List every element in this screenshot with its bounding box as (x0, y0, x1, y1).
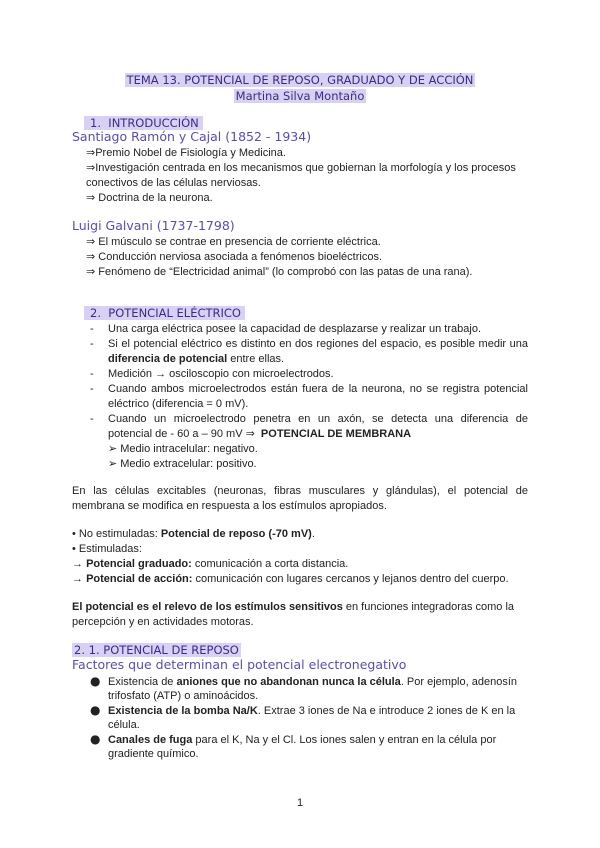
electric-bullet-1: Una carga eléctrica posee la capacidad de desplazarse y realizar un trabajo. (108, 323, 481, 335)
bold-text: Potencial de reposo (-70 mV) (160, 528, 312, 540)
electric-bullet-3: Medición → osciloscopio con microelectrodos. (108, 368, 334, 380)
section-title: 2. 1. POTENCIAL DE REPOSO (74, 643, 239, 657)
electric-bullet-2-line-2 (108, 352, 284, 367)
factor-2-line-2: célula. (108, 719, 140, 731)
text-span: . Extrae 3 iones de Na e introduce 2 iones de K en la (257, 705, 516, 717)
text-span: Existencia de (108, 676, 177, 688)
bullet-dot: ● (90, 674, 101, 688)
paragraph-excitables-line-2: membrana se modifica en respuesta a los estímulos apropiados. (72, 500, 387, 512)
factor-2-line-1 (108, 704, 515, 719)
list-dash: - (90, 413, 94, 425)
electric-bullet-5-line-1: Cuando un microelectrodo penetra en un axón, se detecta una diferencia de (108, 413, 528, 425)
list-dash: - (90, 383, 94, 395)
section-heading-potencial-electrico (84, 305, 245, 321)
text-span: en funciones integradoras como la (342, 601, 515, 613)
bold-text: diferencia de potencial (108, 353, 228, 365)
subheading-cajal: Santiago Ramón y Cajal (1852 - 1934) (72, 129, 312, 144)
electric-bullet-2-line-1: Si el potencial eléctrico es distinto en dos regiones del espacio, es posible medir una (108, 338, 528, 350)
text-span: comunicación a corta distancia. (191, 558, 349, 570)
factor-1-line-2: trifosfato (ATP) o aminoácidos. (108, 690, 259, 702)
cajal-item-2-cont: conectivos de las células nerviosas. (86, 177, 261, 189)
text-span: comunicación con lugares cercanos y lejanos dentro del cuerpo. (192, 573, 509, 585)
cajal-item-3: ⇒ Doctrina de la neurona. (86, 192, 213, 204)
relevo-line-1 (72, 600, 514, 615)
title-line-1: TEMA 13. POTENCIAL DE REPOSO, GRADUADO Y DE ACCIÓN (126, 73, 474, 87)
no-estimuladas-line (72, 527, 315, 542)
bold-text: aniones que no abandonan nunca la célula (176, 676, 401, 688)
bold-text: Canales de fuga (108, 734, 193, 746)
sub-item-intracelular: ➢ Medio intracelular: negativo. (108, 443, 258, 455)
list-dash: - (90, 368, 94, 380)
factor-1-line-1 (108, 675, 517, 690)
factor-3-line-1 (108, 733, 496, 748)
estimuladas-line: • Estimuladas: (72, 543, 142, 555)
cajal-item-2: ⇒Investigación centrada en los mecanismos que gobiernan la morfología y los procesos (86, 162, 516, 174)
subheading-galvani: Luigi Galvani (1737-1798) (72, 218, 235, 233)
bold-text: El potencial es el relevo de los estímulos sensitivos (72, 601, 343, 613)
text-span: • No estimuladas: (72, 528, 161, 540)
bullet-dot: ● (90, 703, 101, 717)
galvani-item-3: ⇒ Fenómeno de “Electricidad animal” (lo comprobó con las patas de una rana). (86, 266, 473, 278)
electric-bullet-4-line-2: eléctrico (diferencia = 0 mV). (108, 398, 249, 410)
electric-bullet-4-line-1: Cuando ambos microelectrodos están fuera de la neurona, no se registra potencial (108, 383, 528, 395)
galvani-item-2: ⇒ Conducción nerviosa asociada a fenómenos bioeléctricos. (86, 251, 382, 263)
list-dash: - (90, 323, 94, 335)
sub-item-extracelular: ➢ Medio extracelular: positivo. (108, 458, 257, 470)
arrow-icon: → (72, 573, 87, 585)
text-span: entre ellas. (227, 353, 285, 365)
bold-text: POTENCIAL DE MEMBRANA (260, 428, 412, 440)
bold-text: Potencial graduado: (86, 558, 192, 570)
text-span: . Por ejemplo, adenosín (400, 676, 517, 688)
section-number: 2. (90, 306, 101, 320)
factor-3-line-2: gradiente químico. (108, 748, 199, 760)
section-heading-potencial-reposo (72, 642, 241, 658)
text-span: . (311, 528, 315, 540)
page-number: 1 (296, 797, 304, 809)
galvani-item-1: ⇒ El músculo se contrae en presencia de corriente eléctrica. (86, 236, 381, 248)
bullet-dot: ● (90, 732, 101, 746)
potencial-graduado-line (72, 557, 348, 572)
text-span: para el K, Na y el Cl. Los iones salen y entran en la célula por (192, 734, 497, 746)
paragraph-excitables-line-1: En las células excitables (neuronas, fibras musculares y glándulas), el potencial de (72, 485, 528, 497)
potencial-accion-line (72, 572, 509, 587)
document-title (106, 72, 494, 104)
text-span: potencial de - 60 a – 90 mV ⇒ (108, 428, 258, 440)
section-title: INTRODUCCIÓN (108, 116, 199, 130)
arrow-icon: → (72, 558, 87, 570)
title-author: Martina Silva Montaño (235, 89, 365, 103)
bold-text: Potencial de acción: (86, 573, 193, 585)
cajal-item-1: ⇒Premio Nobel de Fisiología y Medicina. (86, 147, 286, 159)
relevo-line-2: percepción y en actividades motoras. (72, 616, 254, 628)
bold-text: Existencia de la bomba Na/K (108, 705, 258, 717)
electric-bullet-5-line-2 (108, 427, 411, 442)
list-dash: - (90, 338, 94, 350)
section-title: POTENCIAL ELÉCTRICO (108, 306, 241, 320)
section-number: 1. (90, 116, 101, 130)
subheading-factores: Factores que determinan el potencial electronegativo (72, 657, 407, 672)
